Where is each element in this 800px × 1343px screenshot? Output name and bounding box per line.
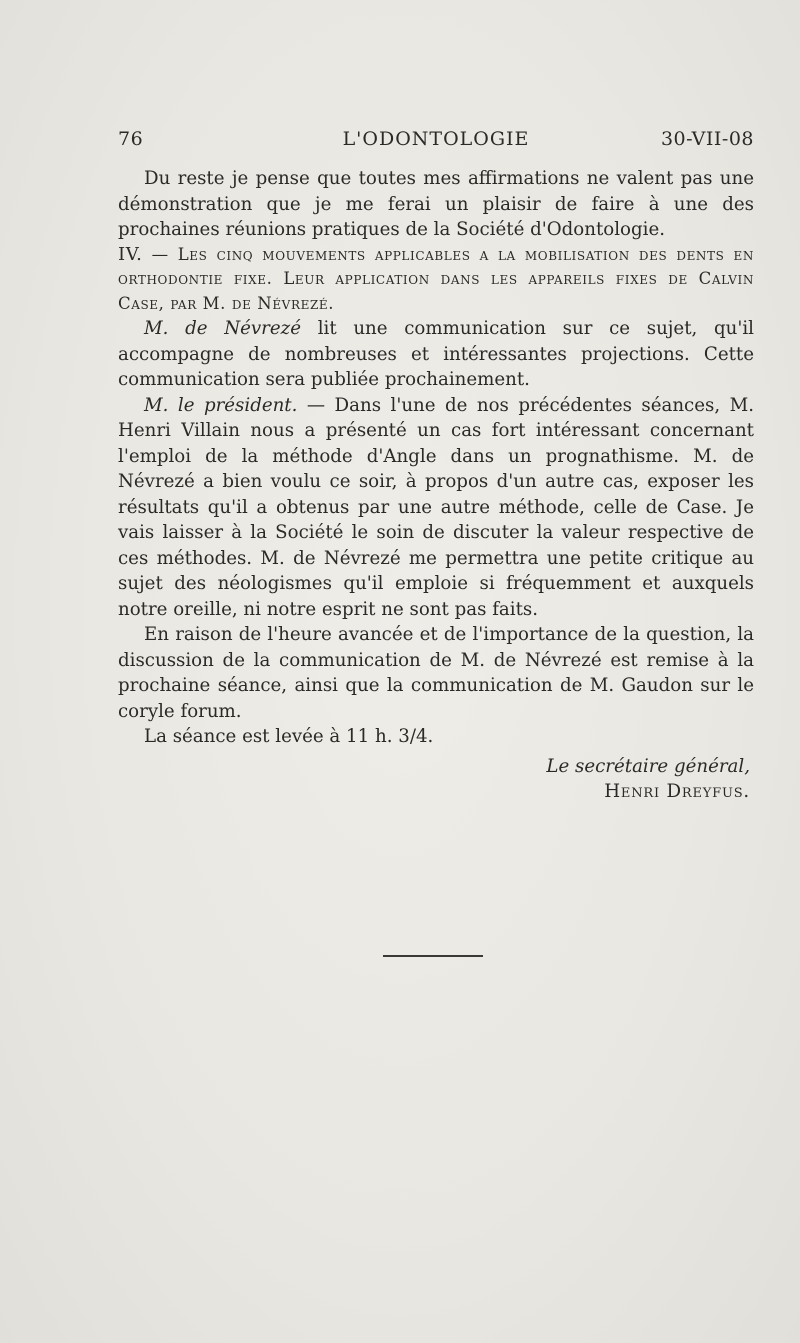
paragraph-1: Du reste je pense que toutes mes affirmations ne valent pas une démonstration que je me ferai un plaisir de faire à une des prochaines réunions pratiques de la Société d'Odontologie.: [118, 168, 754, 240]
article-body: [118, 166, 754, 805]
issue-date: 30-VII-08: [660, 128, 754, 150]
signature-title: Le secrétaire général,: [546, 755, 750, 777]
journal-title: L'ODONTOLOGIE: [342, 128, 530, 150]
signature-block: [118, 754, 754, 805]
paragraph-2-text: lit une communication sur ce sujet, qu'il accompagne de nombreuses et intéressantes projections. Cette communication sera publiée prochainement.: [118, 318, 754, 390]
paragraph-2: [118, 316, 754, 393]
end-rule-divider: [383, 955, 483, 957]
section-number: IV.: [118, 243, 143, 265]
section-heading: [118, 243, 754, 317]
paragraph-3: [118, 393, 754, 623]
page-number: 76: [118, 128, 144, 150]
paragraph-3-text: — Dans l'une de nos précédentes séances, M. Henri Villain nous a présenté un cas fort intéressant concernant l'emploi de la méthode d'Angle dans un prognathisme. M. de Névrezé a bien voulu ce soir, à propos d'un autre cas, exposer les résultats qu'il a obtenus par une autre méthode, celle de Case. Je vais laisser à la Société le soin de discuter la valeur respective de ces méthodes. M. de Névrezé me permettra une petite critique au sujet des néologismes qu'il emploie si fréquemment et auxquels notre oreille, ni notre esprit ne sont pas faits.: [118, 394, 754, 620]
section-title: — Les cinq mouvements applicables a la mobilisation des dents en orthodontie fixe. Leur application dans les appareils fixes de Calvin Case, par M. de Névrezé.: [118, 244, 754, 313]
speaker-name: M. le président.: [144, 394, 298, 416]
paragraph-5: La séance est levée à 11 h. 3/4.: [144, 726, 434, 747]
paragraph-4: En raison de l'heure avancée et de l'importance de la question, la discussion de la communication de M. de Névrezé est remise à la prochaine séance, ainsi que la communication de M. Gaudon sur le coryle forum.: [118, 624, 754, 722]
speaker-name: M. de Névrezé: [144, 318, 301, 339]
running-header: [118, 128, 754, 156]
signature-name: Henri Dreyfus.: [604, 781, 750, 802]
